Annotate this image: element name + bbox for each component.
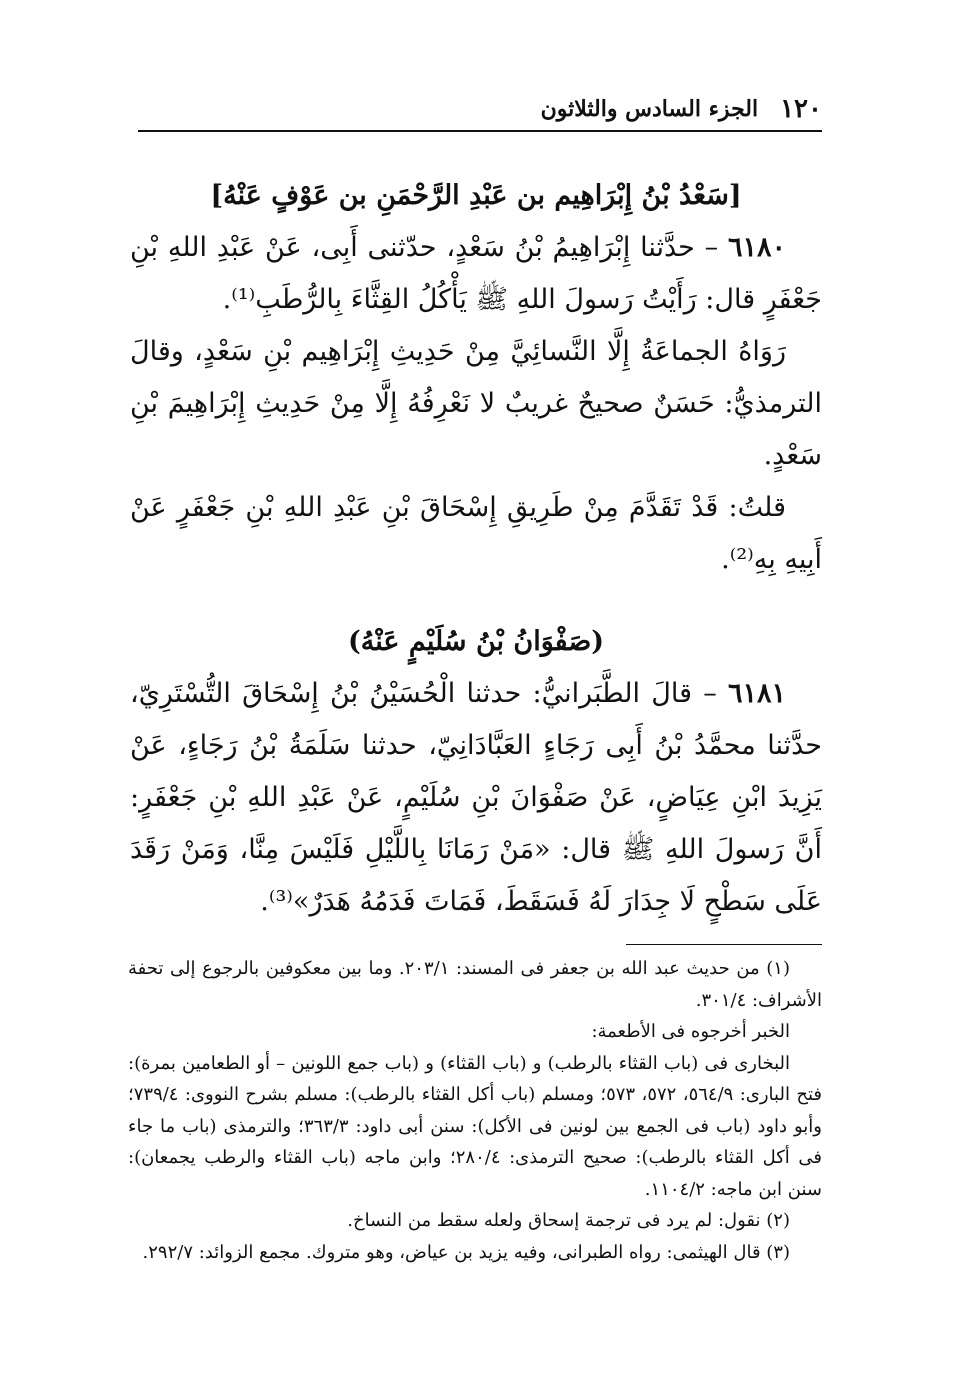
header-rule [138, 130, 822, 132]
footnote-1-heading: الخبر أخرجوه فى الأطعمة: [591, 1021, 790, 1042]
footnote-separator [626, 944, 822, 945]
section-title-safwan: (صَفْوَانُ بْنُ سُلَيْمٍ عَنْهُ) [347, 626, 605, 657]
hadith-number: ٦١٨١ [727, 678, 786, 709]
hadith-6180 [130, 222, 822, 326]
hadith-number: ٦١٨٠ [727, 232, 786, 263]
hadith-6181 [130, 668, 822, 928]
footnote-1-sources: البخارى فى (باب القثاء بالرطب) و (باب القثاء) و (باب جمع اللونين – أو الطعامين بمرة): فتح البارى: ٥٦٤/٩، ٥٧٢، ٥٧٣؛ ومسلم (باب أكل القثاء بالرطب): مسلم بشرح النووى: ٧٣٩/٤؛ وأبو داود (باب فى الجمع بين لونين فى الأكل): سنن أبى داود: ٣٦٣/٣؛ والترمذى (باب ما جاء فى أكل القثاء بالرطب): صحيح الترمذى: ٢٨٠/٤؛ وابن ماجه (باب القثاء والرطب يجمعان): سنن ابن ماجه: ١١٠٤/٢. [128, 1052, 823, 1200]
note-paragraph: قلتُ: قَدْ تَقَدَّمَ مِنْ طَرِيقِ إِسْحَاقَ بْنِ عَبْدِ اللهِ بْنِ جَعْفَرٍ عَنْ أَبِيهِ بِهِ⁽²⁾. [130, 492, 822, 575]
running-title: الجزء السادس والثلاثون [540, 96, 759, 122]
hadith-text: – قالَ الطَّبَرانيُّ: حدثنا الْحُسَيْنُ بْنُ إِسْحَاقَ التُّسْتَرِيّ، حدَّثنا محمَّدُ بْنُ أَبِى رَجَاءٍ العَبَّادَانِيّ، حدثنا سَلَمَةُ بْنُ رَجَاءٍ، عَنْ يَزِيدَ ابْنِ عِيَاضٍ، عَنْ صَفْوَانَ بْنِ سُلَيْمٍ، عَنْ عَبْدِ اللهِ بْنِ جَعْفَرٍ: أَنَّ رَسولَ اللهِ ﷺ قال: «مَنْ رَمَانَا بِاللَّيْلِ فَلَيْسَ مِنَّا، وَمَنْ رَقَدَ عَلَى سَطْحٍ لَا جِدَارَ لَهُ فَسَقَطَ، فَمَاتَ فَدَمُهُ هَدَرٌ»⁽³⁾. [130, 678, 822, 917]
commentary-paragraph: رَوَاهُ الجماعَةُ إِلَّا النَّسائِيَّ مِنْ حَدِيثِ إِبْرَاهِيم بْنِ سَعْدٍ، وقالَ الترمذيُّ: حَسَنٌ صحيحٌ غريبٌ لا نَعْرِفُهُ إِلَّا مِنْ حَدِيثِ إِبْرَاهِيمَ بْنِ سَعْدٍ. [130, 336, 822, 471]
hadith-text: – حدَّثنا إِبْرَاهِيمُ بْنُ سَعْدٍ، حدّثنى أَبِى، عَنْ عَبْدِ اللهِ بْنِ جَعْفَرٍ قال: رَأَيْتُ رَسولَ اللهِ ﷺ يَأْكُلُ القِثَّاءَ بِالرُّطَبِ⁽¹⁾. [130, 232, 822, 315]
footnote-2: (٢) نقول: لم يرد فى ترجمة إسحاق ولعله سقط من النساخ. [347, 1210, 790, 1231]
running-header [138, 92, 822, 126]
page-number: ١٢٠ [780, 94, 822, 124]
footnote-1: (١) من حديث عبد الله بن جعفر فى المسند: ٢٠٣/١. وما بين معكوفين بالرجوع إلى تحفة الأشراف: ٣٠١/٤. [128, 958, 822, 1011]
main-text [130, 170, 822, 928]
footnote-3: (٣) قال الهيثمى: رواه الطبرانى، وفيه يزيد بن عياض، وهو متروك. مجمع الزوائد: ٢٩٢/٧. [142, 1241, 790, 1263]
footnotes [128, 953, 822, 1268]
section-title-saad: [سَعْدُ بْنُ إِبْرَاهِيم بن عَبْدِ الرَّحْمَنِ بن عَوْفٍ عَنْهُ] [210, 180, 742, 211]
